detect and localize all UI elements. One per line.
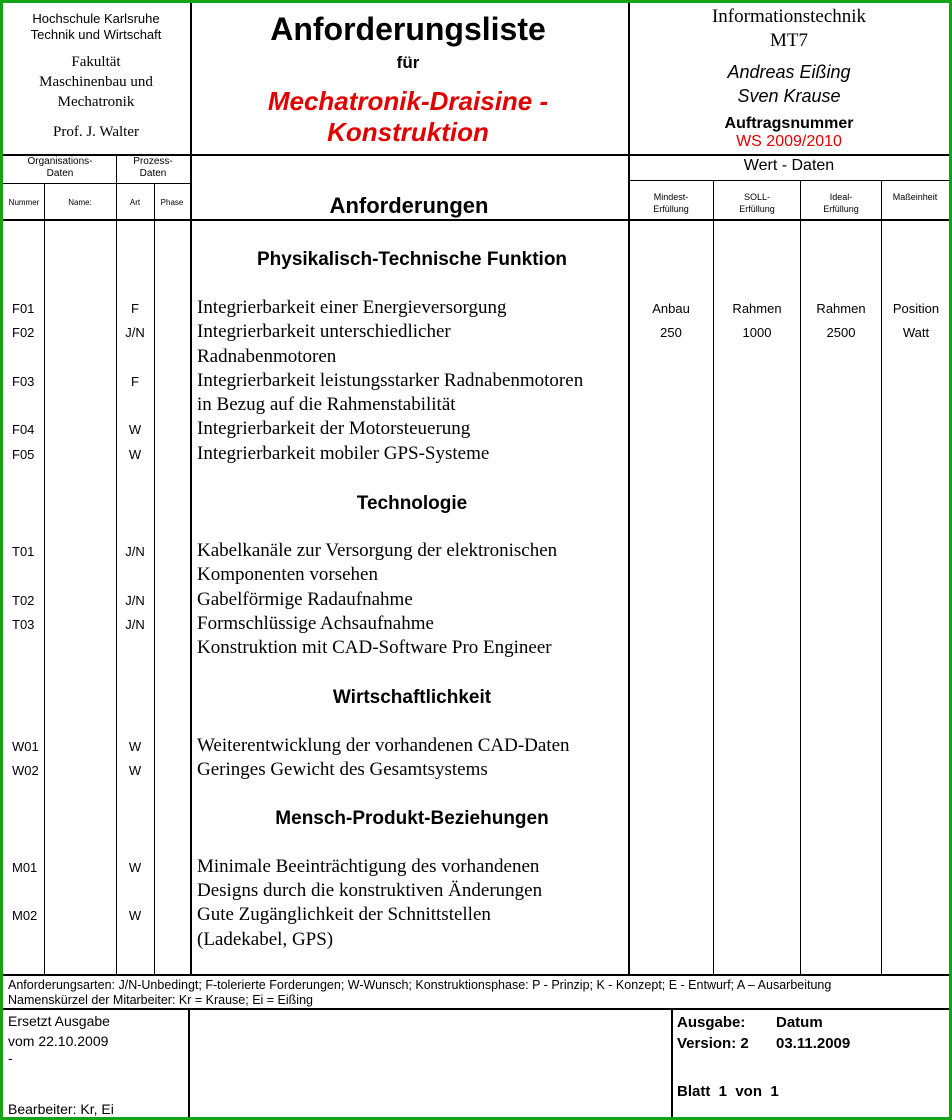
- soll-column-header-1: SOLL-: [743, 192, 771, 202]
- replaces-issue-dash: -: [8, 1050, 13, 1066]
- table-row: [3, 735, 949, 759]
- project-title-line-1: Mechatronik-Draisine -: [267, 86, 549, 116]
- faculty-line-3: Mechatronik: [57, 94, 135, 110]
- row-requirement: Integrierbarkeit leistungsstarker Radnabenmotoren: [197, 370, 584, 391]
- legend-bottom-rule: [3, 1008, 949, 1010]
- row-ideal: Rahmen: [816, 301, 866, 316]
- row-art: F: [131, 374, 139, 389]
- row-requirement: Gabelförmige Radaufnahme: [197, 589, 413, 610]
- row-number: F03: [12, 374, 35, 389]
- row-number: M02: [12, 908, 38, 923]
- table-row: [3, 613, 949, 637]
- row-art: W: [128, 860, 142, 875]
- table-row: [3, 856, 949, 880]
- editor: Bearbeiter: Kr, Ei: [8, 1101, 114, 1117]
- row-requirement: in Bezug auf die Rahmenstabilität: [197, 394, 456, 415]
- row-number: T01: [12, 544, 35, 559]
- table-row: [3, 418, 949, 442]
- row-number: M01: [12, 860, 38, 875]
- row-requirement: Integrierbarkeit der Motorsteuerung: [197, 418, 471, 439]
- table-row: [3, 297, 949, 321]
- replaces-issue-date: vom 22.10.2009: [8, 1033, 109, 1049]
- professor: Prof. J. Walter: [52, 124, 140, 140]
- table-row: [3, 370, 949, 394]
- row-requirement: Radnabenmotoren: [197, 346, 337, 367]
- legend-abbreviations: Namenskürzel der Mitarbeiter: Kr = Krause; Ei = Eißing: [8, 993, 313, 1007]
- unit-column-header: Maßeinheit: [892, 192, 938, 202]
- order-number-label: Auftragsnummer: [724, 115, 854, 132]
- row-requirement: Weiterentwicklung der vorhandenen CAD-Daten: [197, 735, 570, 756]
- issue-label: Ausgabe:: [677, 1014, 746, 1031]
- process-data-header-2: Daten: [139, 168, 167, 179]
- ideal-column-header-1: Ideal-: [829, 192, 853, 202]
- row-requirement: Konstruktion mit CAD-Software Pro Engineer: [197, 637, 552, 658]
- table-row: [3, 637, 949, 661]
- legend-requirement-types: Anforderungsarten: J/N-Unbedingt; F-tolerierte Forderungen; W-Wunsch; Konstruktionsphase: P - Prinzip; K - Konzept; E - Entwurf; A – Ausarbeitung: [8, 978, 832, 992]
- row-number: F01: [12, 301, 35, 316]
- column-header-rule: [3, 219, 949, 221]
- row-soll: Rahmen: [732, 301, 782, 316]
- section-heading: Physikalisch-Technische Funktion: [256, 249, 568, 270]
- row-number: F04: [12, 422, 35, 437]
- footer-divider: [671, 1009, 673, 1117]
- table-row: [3, 540, 949, 564]
- faculty-line-1: Fakultät: [71, 54, 121, 70]
- row-min: Anbau: [652, 301, 690, 316]
- org-data-header-2: Daten: [46, 168, 74, 179]
- row-art: F: [131, 301, 139, 316]
- institution-line-1: Hochschule Karlsruhe: [32, 11, 160, 26]
- program-semester: MT7: [770, 30, 808, 51]
- institution-line-2: Technik und Wirtschaft: [30, 27, 162, 42]
- soll-column-header-2: Erfüllung: [739, 204, 775, 214]
- process-data-header-1: Prozess-: [133, 156, 173, 167]
- table-row: [3, 564, 949, 588]
- header-divider: [628, 3, 630, 155]
- row-soll: 1000: [742, 325, 772, 340]
- table-row: [3, 443, 949, 467]
- table-row: [3, 394, 949, 418]
- row-requirement: Integrierbarkeit unterschiedlicher: [197, 321, 451, 342]
- faculty-line-2: Maschinenbau und: [39, 74, 153, 90]
- number-column-header: Nummer: [8, 198, 40, 207]
- author-1: Andreas Eißing: [727, 62, 851, 82]
- min-column-header-2: Erfüllung: [653, 204, 689, 214]
- row-art: J/N: [125, 617, 145, 632]
- row-number: W02: [12, 763, 39, 778]
- row-requirement: Gute Zugänglichkeit der Schnittstellen: [197, 904, 491, 925]
- row-number: W01: [12, 739, 39, 754]
- table-row: [3, 880, 949, 904]
- row-art: J/N: [125, 544, 145, 559]
- table-row: [3, 589, 949, 613]
- row-art: W: [128, 763, 142, 778]
- body-bottom-rule: [3, 974, 949, 976]
- row-requirement: Komponenten vorsehen: [197, 564, 378, 585]
- row-requirement: Designs durch die konstruktiven Änderungen: [197, 880, 543, 901]
- row-ideal: 2500: [826, 325, 856, 340]
- section-heading: Wirtschaftlichkeit: [332, 687, 492, 708]
- row-number: F05: [12, 447, 35, 462]
- value-group-rule: [628, 180, 949, 181]
- row-unit: Watt: [902, 325, 930, 340]
- row-number: T03: [12, 617, 35, 632]
- row-requirement: (Ladekabel, GPS): [197, 929, 334, 950]
- table-row: [3, 759, 949, 783]
- title-for: für: [396, 53, 420, 72]
- row-art: W: [128, 739, 142, 754]
- row-requirement: Kabelkanäle zur Versorgung der elektronischen: [197, 540, 558, 561]
- row-number: T02: [12, 593, 35, 608]
- row-unit: Position: [892, 301, 940, 316]
- row-min: 250: [660, 325, 682, 340]
- sheet-number: Blatt 1 von 1: [677, 1083, 779, 1100]
- document-title: Anforderungsliste: [270, 11, 546, 47]
- row-requirement: Integrierbarkeit mobiler GPS-Systeme: [197, 443, 490, 464]
- section-heading: Mensch-Produkt-Beziehungen: [275, 808, 549, 829]
- author-2: Sven Krause: [737, 86, 841, 106]
- row-art: J/N: [125, 593, 145, 608]
- order-number-value: WS 2009/2010: [736, 133, 842, 150]
- row-art: W: [128, 908, 142, 923]
- project-title-line-2: Konstruktion: [327, 117, 489, 147]
- header-divider: [190, 3, 192, 155]
- row-requirement: Integrierbarkeit einer Energieversorgung: [197, 297, 507, 318]
- value-data-header: Wert - Daten: [743, 157, 835, 174]
- footer-divider: [188, 1009, 190, 1117]
- name-column-header: Name:: [68, 198, 92, 207]
- ideal-column-header-2: Erfüllung: [823, 204, 859, 214]
- version: Version: 2: [677, 1035, 749, 1052]
- program-name: Informationstechnik: [711, 6, 867, 27]
- row-requirement: Minimale Beeinträchtigung des vorhandenen: [197, 856, 540, 877]
- row-requirement: Geringes Gewicht des Gesamtsystems: [197, 759, 488, 780]
- table-row: [3, 346, 949, 370]
- table-row: [3, 321, 949, 345]
- requirements-column-header: Anforderungen: [329, 193, 489, 218]
- table-row: [3, 904, 949, 928]
- section-heading: Technologie: [356, 493, 468, 514]
- column-group-rule: [3, 183, 190, 184]
- phase-column-header: Phase: [160, 198, 184, 207]
- issue-date: 03.11.2009: [776, 1035, 851, 1052]
- org-data-header-1: Organisations-: [27, 156, 93, 167]
- art-column-header: Art: [129, 198, 141, 207]
- replaces-issue-label: Ersetzt Ausgabe: [8, 1013, 110, 1029]
- row-requirement: Formschlüssige Achsaufnahme: [197, 613, 434, 634]
- table-row: [3, 929, 949, 953]
- row-art: J/N: [125, 325, 145, 340]
- row-number: F02: [12, 325, 35, 340]
- requirements-sheet: [3, 3, 949, 1117]
- row-art: W: [128, 422, 142, 437]
- min-column-header-1: Mindest-: [653, 192, 689, 202]
- date-label: Datum: [776, 1014, 823, 1031]
- row-art: W: [128, 447, 142, 462]
